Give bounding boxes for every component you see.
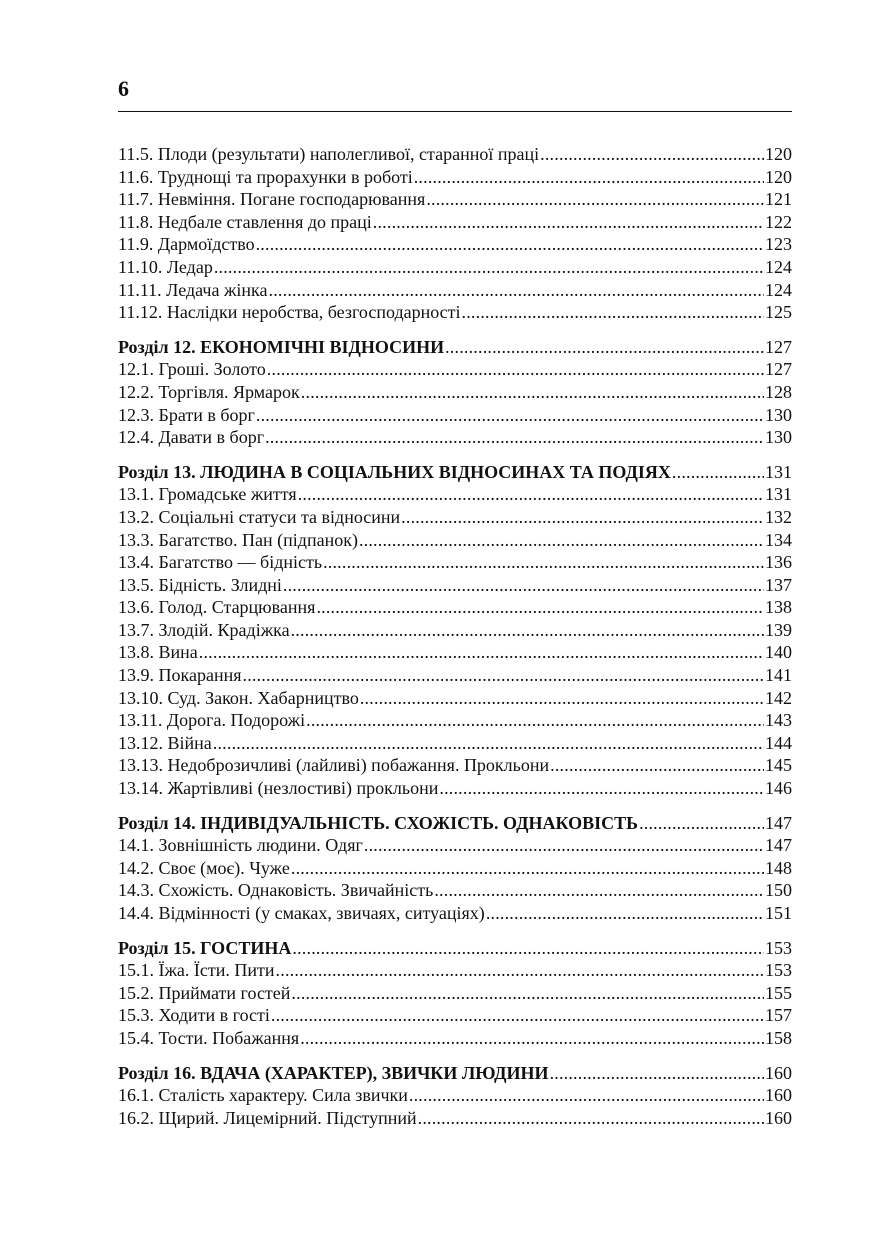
dot-leader [292, 937, 764, 960]
toc-entry [118, 529, 792, 552]
entry-title: 13.4. Багатство — бідність [118, 552, 323, 573]
entry-title: 13.1. Громадське життя [118, 484, 297, 505]
entry-title: 13.7. Злодій. Крадіжка [118, 619, 290, 640]
dot-leader [439, 777, 764, 800]
entry-page-number: 153 [765, 960, 792, 981]
dot-leader [672, 461, 764, 484]
entry-page-number: 127 [765, 336, 792, 357]
entry-title: 11.10. Ледар [118, 256, 213, 277]
entry-page-number: 146 [765, 778, 792, 799]
entry-page-number: 134 [765, 529, 792, 550]
entry-page-number: 130 [765, 404, 792, 425]
toc-entry [118, 1084, 792, 1107]
entry-page-number: 158 [765, 1027, 792, 1048]
page-number: 6 [118, 76, 129, 101]
toc-entry [118, 301, 792, 324]
toc-section [118, 1062, 792, 1130]
dot-leader [298, 483, 764, 506]
toc-section [118, 461, 792, 800]
toc-section [118, 937, 792, 1050]
entry-title: 15.1. Їжа. Їсти. Пити [118, 960, 275, 981]
entry-title: 12.1. Гроші. Золото [118, 359, 266, 380]
entry-page-number: 120 [765, 166, 792, 187]
chapter-title: Розділ 16. ВДАЧА (ХАРАКТЕР), ЗВИЧКИ ЛЮДИНИ [118, 1062, 549, 1083]
dot-leader [316, 596, 764, 619]
entry-title: 13.12. Війна [118, 732, 212, 753]
entry-page-number: 160 [765, 1107, 792, 1128]
entry-page-number: 153 [765, 937, 792, 958]
entry-title: 15.3. Ходити в гості [118, 1005, 270, 1026]
dot-leader [414, 166, 764, 189]
dot-leader [267, 358, 764, 381]
entry-page-number: 139 [765, 619, 792, 640]
dot-leader [540, 143, 764, 166]
dot-leader [323, 551, 764, 574]
entry-page-number: 147 [765, 812, 792, 833]
toc-entry [118, 381, 792, 404]
entry-title: 15.2. Приймати гостей [118, 982, 291, 1003]
dot-leader [256, 233, 764, 256]
entry-page-number: 151 [765, 903, 792, 923]
dot-leader [360, 687, 764, 710]
entry-title: 13.6. Голод. Старцювання [118, 597, 316, 618]
toc-entry [118, 143, 792, 166]
entry-title: 12.4. Давати в борг [118, 427, 265, 448]
entry-title: 11.6. Труднощі та прорахунки в роботі [118, 166, 413, 187]
entry-title: 13.3. Багатство. Пан (підпанок) [118, 529, 358, 550]
dot-leader [291, 982, 764, 1005]
entry-page-number: 122 [765, 211, 792, 232]
entry-title: 13.9. Покарання [118, 665, 242, 686]
entry-page-number: 148 [765, 857, 792, 878]
entry-page-number: 155 [765, 982, 792, 1003]
header-rule [118, 111, 792, 112]
table-of-contents [118, 143, 792, 1141]
entry-title: 11.7. Невміння. Погане господарювання [118, 189, 426, 210]
entry-page-number: 130 [765, 427, 792, 448]
toc-chapter-heading [118, 812, 792, 835]
toc-entry [118, 664, 792, 687]
entry-page-number: 150 [765, 880, 792, 901]
entry-page-number: 138 [765, 597, 792, 618]
toc-entry [118, 959, 792, 982]
dot-leader [486, 902, 764, 925]
toc-entry [118, 279, 792, 302]
entry-page-number: 131 [765, 461, 792, 482]
entry-title: 11.9. Дармоїдство [118, 234, 255, 255]
toc-entry [118, 1107, 792, 1130]
entry-title: 11.12. Наслідки неробства, безгосподарності [118, 302, 461, 323]
entry-title: 12.3. Брати в борг [118, 404, 255, 425]
entry-title: 14.2. Своє (моє). Чуже [118, 857, 290, 878]
toc-entry [118, 641, 792, 664]
toc-entry [118, 834, 792, 857]
entry-page-number: 143 [765, 710, 792, 731]
dot-leader [364, 834, 764, 857]
dot-leader [426, 188, 764, 211]
entry-page-number: 160 [765, 1085, 792, 1106]
dot-leader [283, 574, 764, 597]
chapter-title: Розділ 15. ГОСТИНА [118, 937, 292, 958]
toc-chapter-heading [118, 336, 792, 359]
toc-section [118, 143, 792, 324]
dot-leader [401, 506, 764, 529]
toc-entry [118, 188, 792, 211]
dot-leader [300, 1027, 764, 1050]
toc-entry [118, 687, 792, 710]
toc-entry [118, 879, 792, 902]
dot-leader [373, 211, 764, 234]
entry-title: 14.1. Зовнішність людини. Одяг [118, 835, 363, 856]
dot-leader [213, 732, 764, 755]
dot-leader [256, 404, 764, 427]
dot-leader [550, 1062, 764, 1085]
entry-title: 13.5. Бідність. Злидні [118, 574, 282, 595]
entry-page-number: 141 [765, 665, 792, 686]
entry-title: 12.2. Торгівля. Ярмарок [118, 381, 300, 402]
toc-entry [118, 256, 792, 279]
toc-entry [118, 211, 792, 234]
entry-title: 15.4. Тости. Побажання [118, 1027, 300, 1048]
toc-entry [118, 1027, 792, 1050]
toc-entry [118, 506, 792, 529]
entry-title: 13.13. Недоброзичливі (лайливі) побажання. Прокльони [118, 755, 550, 776]
toc-entry [118, 902, 792, 925]
toc-entry [118, 483, 792, 506]
entry-page-number: 123 [765, 234, 792, 255]
toc-entry [118, 404, 792, 427]
entry-title: 13.10. Суд. Закон. Хабарництво [118, 687, 359, 708]
chapter-title: Розділ 14. ІНДИВІДУАЛЬНІСТЬ. СХОЖІСТЬ. ОДНАКОВІСТЬ [118, 812, 639, 833]
dot-leader [243, 664, 765, 687]
toc-entry [118, 709, 792, 732]
dot-leader [276, 959, 764, 982]
dot-leader [291, 857, 764, 880]
dot-leader [418, 1107, 764, 1130]
dot-leader [445, 336, 764, 359]
entry-page-number: 136 [765, 552, 792, 573]
toc-entry [118, 619, 792, 642]
dot-leader [291, 619, 764, 642]
entry-page-number: 131 [765, 484, 792, 505]
entry-page-number: 137 [765, 574, 792, 595]
dot-leader [550, 754, 764, 777]
dot-leader [359, 529, 764, 552]
entry-title: 16.2. Щирий. Лицемірний. Підступний [118, 1107, 417, 1128]
entry-title: 13.11. Дорога. Подорожі [118, 710, 306, 731]
dot-leader [306, 709, 764, 732]
entry-page-number: 144 [765, 732, 792, 753]
entry-page-number: 147 [765, 835, 792, 856]
toc-entry [118, 857, 792, 880]
entry-title: 16.1. Сталість характеру. Сила звички [118, 1085, 408, 1106]
entry-title: 13.14. Жартівливі (незлостиві) прокльони [118, 778, 439, 799]
entry-page-number: 128 [765, 381, 792, 402]
toc-entry [118, 426, 792, 449]
entry-page-number: 121 [765, 189, 792, 210]
entry-title: 14.3. Схожість. Однаковість. Звичайність [118, 880, 434, 901]
dot-leader [409, 1084, 764, 1107]
entry-title: 13.8. Вина [118, 642, 198, 663]
dot-leader [434, 879, 764, 902]
toc-section [118, 812, 792, 925]
toc-entry [118, 596, 792, 619]
toc-entry [118, 233, 792, 256]
entry-page-number: 142 [765, 687, 792, 708]
dot-leader [271, 1004, 764, 1027]
entry-title: 11.11. Ледача жінка [118, 279, 268, 300]
dot-leader [301, 381, 764, 404]
toc-section [118, 336, 792, 449]
dot-leader [462, 301, 764, 324]
entry-title: 14.4. Відмінності (у смаках, звичаях, ситуаціях) [118, 903, 485, 923]
entry-page-number: 157 [765, 1005, 792, 1026]
toc-entry [118, 777, 792, 800]
toc-entry [118, 551, 792, 574]
entry-title: 13.2. Соціальні статуси та відносини [118, 506, 401, 527]
dot-leader [214, 256, 764, 279]
entry-page-number: 120 [765, 144, 792, 164]
toc-entry [118, 732, 792, 755]
entry-title: 11.5. Плоди (результати) наполегливої, старанної праці [118, 144, 540, 164]
entry-page-number: 160 [765, 1062, 792, 1083]
toc-chapter-heading [118, 1062, 792, 1085]
dot-leader [199, 641, 764, 664]
entry-page-number: 124 [765, 279, 792, 300]
dot-leader [265, 426, 764, 449]
entry-page-number: 125 [765, 302, 792, 323]
toc-entry [118, 358, 792, 381]
entry-page-number: 140 [765, 642, 792, 663]
dot-leader [269, 279, 764, 302]
chapter-title: Розділ 13. ЛЮДИНА В СОЦІАЛЬНИХ ВІДНОСИНАХ ТА ПОДІЯХ [118, 461, 671, 482]
entry-page-number: 132 [765, 506, 792, 527]
entry-page-number: 124 [765, 256, 792, 277]
toc-entry [118, 754, 792, 777]
chapter-title: Розділ 12. ЕКОНОМІЧНІ ВІДНОСИНИ [118, 336, 445, 357]
entry-page-number: 127 [765, 359, 792, 380]
dot-leader [639, 812, 764, 835]
toc-entry [118, 1004, 792, 1027]
toc-entry [118, 982, 792, 1005]
toc-entry [118, 574, 792, 597]
entry-page-number: 145 [765, 755, 792, 776]
toc-chapter-heading [118, 461, 792, 484]
toc-entry [118, 166, 792, 189]
entry-title: 11.8. Недбале ставлення до праці [118, 211, 372, 232]
toc-chapter-heading [118, 937, 792, 960]
